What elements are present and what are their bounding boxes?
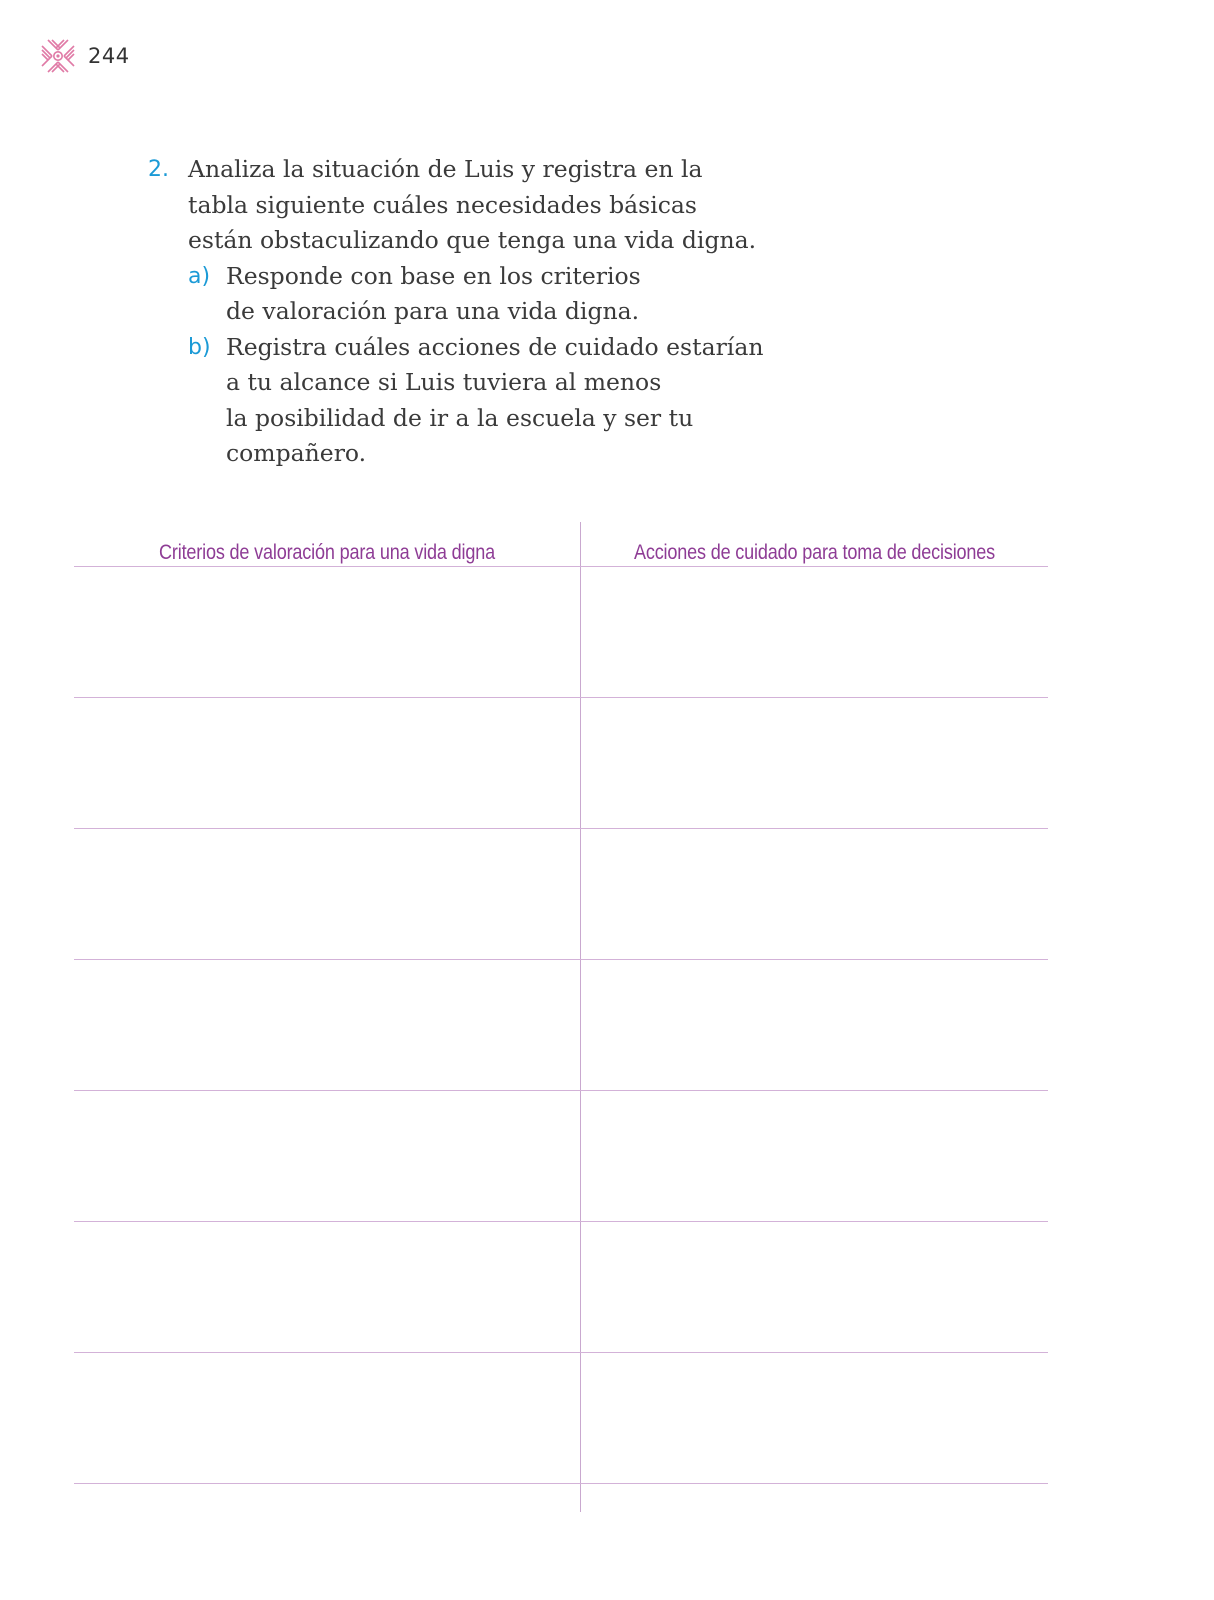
answer-cell-acciones[interactable] <box>581 1353 1048 1483</box>
exercise-line: tabla siguiente cuáles necesidades básicas <box>188 190 697 219</box>
answer-cell-acciones[interactable] <box>581 960 1048 1090</box>
exercise-number: 2. <box>148 157 169 182</box>
answer-cell-acciones[interactable] <box>581 567 1048 697</box>
decorative-logo-icon <box>40 38 76 74</box>
subitem-line: de valoración para una vida digna. <box>226 297 640 325</box>
answer-cell-criterios[interactable] <box>74 1222 580 1352</box>
subitem-line: a tu alcance si Luis tuviera al menos <box>226 368 662 396</box>
subitem-b <box>188 330 828 472</box>
answer-cell-criterios[interactable] <box>74 960 580 1090</box>
answer-cell-criterios[interactable] <box>74 567 580 697</box>
answer-cell-criterios[interactable] <box>74 1353 580 1483</box>
subitem-letter: a) <box>188 263 211 289</box>
subitem-text <box>226 259 828 330</box>
exercise-line: están obstaculizando que tenga una vida digna. <box>188 226 757 254</box>
subitem-list <box>188 259 828 472</box>
subitem-a <box>188 259 828 330</box>
answer-table <box>74 522 1048 1512</box>
subitem-line: compañero. <box>226 439 367 467</box>
page-number: 244 <box>88 44 130 68</box>
answer-cell-acciones[interactable] <box>581 698 1048 828</box>
subitem-line: la posibilidad de ir a la escuela y ser tu <box>226 403 694 432</box>
subitem-line: Registra cuáles acciones de cuidado estarían <box>226 332 764 361</box>
column-header-criterios: Criterios de valoración para una vida digna <box>159 541 495 564</box>
answer-cell-acciones[interactable] <box>581 1091 1048 1221</box>
exercise-line: Analiza la situación de Luis y registra en la <box>188 155 703 183</box>
row-rule <box>74 1483 1048 1484</box>
exercise-text <box>188 152 828 259</box>
page-header <box>40 38 130 74</box>
answer-cell-acciones[interactable] <box>581 829 1048 959</box>
answer-cell-criterios[interactable] <box>74 698 580 828</box>
answer-cell-criterios[interactable] <box>74 1091 580 1221</box>
column-header-acciones: Acciones de cuidado para toma de decisiones <box>633 541 996 564</box>
answer-cell-criterios[interactable] <box>74 829 580 959</box>
subitem-text <box>226 330 828 472</box>
exercise-instructions <box>148 152 828 472</box>
subitem-line: Responde con base en los criterios <box>226 261 641 290</box>
exercise-item <box>148 152 828 259</box>
answer-cell-acciones[interactable] <box>581 1222 1048 1352</box>
subitem-letter: b) <box>188 334 211 360</box>
